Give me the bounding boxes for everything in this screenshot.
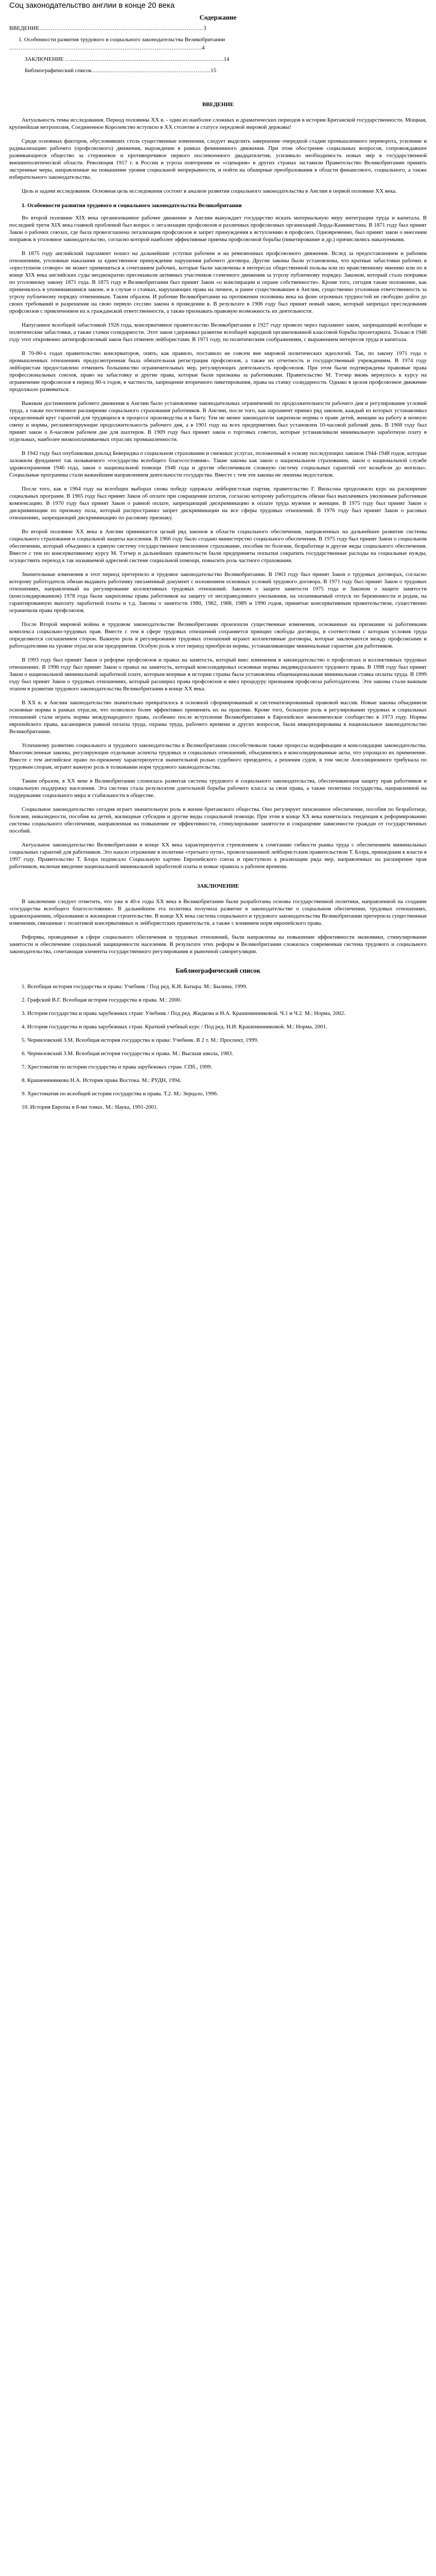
table-of-contents <box>9 13 427 74</box>
conclusion-heading: ЗАКЛЮЧЕНИЕ <box>197 883 239 889</box>
toc-line-section1[interactable]: 1. Особенности развития трудового и социального законодательства Великобритании <box>19 37 225 43</box>
bibliography-item: 1. Всеобщая история государства и права: Учебник / Под ред. К.И. Батыра. М.: Былина, 1999. <box>22 984 248 990</box>
bibliography-item: 10. История Европы в 8-ми томах. М.: Наука, 1991-2001. <box>22 1104 159 1110</box>
bibliography-item: 4. История государства и права зарубежных стран. Краткий учебный курс / Под ред. Н.И. Крашенинниковой. М.: Норма, 2001. <box>22 1024 327 1030</box>
section1-paragraph: Успешному развитию социального и трудового законодательства в Великобритании способствовали также процессы кодификации и консолидации законодательства. Многочисленные законы, регулирующие отдельные аспекты трудовых и социальных отношений, объединялись в консолидированные акты, что упрощало их применение. Вместе с тем английское право по-прежнему характеризуется значительной ролью судебного прецедента, а решения судов, в том числе Апелляционного трибунала по трудовым спорам, играют важную роль в толковании норм трудового законодательства. <box>9 742 427 770</box>
section1-paragraph: В 1942 году был опубликован доклад Бевериджа о социальном страховании и смежных услугах, положенный в основу последующих законов 1944-1948 годов, которые заложили фундамент так называемого «государства всеобщего благосостояния». Такие законы как закон о национальном страховании, закон о национальной службе здравоохранения 1946 года, закон о национальной помощи 1948 года и другие обеспечивали сложную систему социальных гарантий «от колыбели до могилы». Социальные программы стали важнейшим направлением деятельности государства. Вместе с тем эти законы не лишены недостатков. <box>9 450 427 478</box>
toc-line-conclusion[interactable]: ЗАКЛЮЧЕНИЕ …………………………………………………………………………14 <box>25 56 230 62</box>
conclusion-paragraph: Реформы, проводимые в сфере социального обеспечения и трудовых отношений, были направлены на повышение эффективности экономики, стимулирование занятости и обеспечение социальной защищенности населения. В результате этих реформ в Великобритании сложилась современная система трудового и социального законодательства, сочетающая элементы государственного регулирования и рыночной саморегуляции. <box>9 934 427 955</box>
section1-paragraph: Социальное законодательство сегодня играет значительную роль в жизни британского общества. Оно регулирует пенсионное обеспечение, пособия по безработице, болезни, инвалидности, пособия на детей, жилищные субсидии и другие виды социальной помощи. При этом в конце XX века наметилась тенденция к реформированию системы социального обеспечения, направленная на повышение ее эффективности, стимулирование занятости и сокращение зависимости граждан от государственных пособий. <box>9 806 427 834</box>
bibliography-section <box>9 967 427 1111</box>
conclusion-section <box>9 883 427 955</box>
toc-line-intro[interactable]: ВВЕДЕНИЕ……………………………………………………………………………3 <box>9 25 206 31</box>
bibliography-heading: Библиографический список <box>176 967 260 974</box>
section1-paragraph: Во второй половине XX века в Англии принимается целый ряд законов в области социального обеспечения, направленных на дальнейшее развитие системы социального страхования и социальной защиты населения. В 1966 году было создано министерство социального обеспечения. В 1975 году был принят Закон о социальном обеспечении, который объединил в единую систему государственное пенсионное страхование, пособия по болезни, безработице и другие виды социального обеспечения. Вместе с тем по консервативному курсу М. Тэтчер и дальнейших правительств были предприняты попытки сократить государственные расходы на социальные нужды, осуществить переход к так называемой адресной системе социальной помощи, повысить роль частного страхования. <box>9 529 427 564</box>
intro-paragraph: Среди основных факторов, обусловивших столь существенные изменения, следует выделить завершение очередной стадии промышленного переворота, усиление и радикализацию рабочего (профсоюзного) движения, вырождение в рамках фемининного движения. При этом обострение социальных вопросов, сопровождавшее развивающееся общество за стержневое и противоречивое первого послевоенного двадцатилетия, усиливало необходимость новых мер в государственной внешнеполитической области. Революция 1917 г. в России и угроза повторения ее «сценария» в других странах заставили Правительство Великобритании принять экстренные меры, направленные на повышение уровня социальной непрерывности, и пойти на обширные преобразования в области финансового, социального, а также избирательного законодательства. <box>9 138 427 180</box>
section1-paragraph: Актуальное законодательство Великобритании в конце XX века характеризуется стремлением к сочетанию гибкости рынка труда с обеспечением минимальных социальных гарантий для работников. Это нашло отражение в политике «третьего пути», провозглашенной лейбористским правительством Т. Блэра, пришедшим к власти в 1997 году. Правительство Т. Блэра подписало Социальную хартию Европейского союза и приступило к реализации ряда мер, направленных на расширение прав работников, включая введение национальной минимальной заработной платы и новые правила о рабочем времени. <box>9 842 427 870</box>
section1-paragraph: Важным достижением рабочего движения в Англии было установление законодательных ограничений по продолжительности рабочего дня и регулирование условий труда, а также постепенное расширение социального страхования работников. В Англии, после того, как парламент принял ряд законов, каждый из которых устанавливал определенный круг гарантий для трудящихся в процессе производства и в быту. Тем не менее законодатели закрепили нормы о праве детей, женщин на работу в ночную смену и нормы, регламентирующие продолжительность рабочего дня, а в 1901 году на всех предприятиях был установлен 10-часовой рабочий день. В 1908 году был принят закон о 8-часовом рабочем дне для шахтеров. В 1909 году был принят закон о торговых советах, которые устанавливали минимальную заработную плату в отдельных, наиболее низкооплачиваемых отраслях промышленности. <box>9 400 427 443</box>
section1-paragraph: Таким образом, в XX веке в Великобритании сложилась развитая система трудового и социального законодательства, обеспечивающая защиту прав работников и социальную поддержку населения. Эта система стала результатом длительной борьбы рабочего класса за свои права, а также политики государства, направленной на поддержание социального мира и стабильности в обществе. <box>9 778 427 799</box>
section1-paragraph: Во второй половине XIX века организованное рабочее движение в Англии вынуждает государство искать материальную меру интеграции труда и капитала. В последней трети XIX века главной проблемой был вопрос о легализации профсоюзов и различных профсоюзных организаций Лорда-Каннингтона. В 1871 году был принят Закон о рабочих союзах, где была провозглашена легализация профсоюзов и запрет принуждения к вступлению в профсоюз. Одновременно, был принят закон о внесении поправок в уголовное законодательство, согласно которой наиболее эффективные приемы профсоюзной борьбы (пикетирование и др.) причислялись наказуемыми. <box>9 215 427 243</box>
section1-paragraph: После Второй мировой войны в трудовом законодательстве Великобритании произошли существенные изменения, основанные на признании за работниками комплекса социально-трудовых прав. Вместе с тем в сфере трудовых отношений сохраняется принцип свободы договора, в соответствии с которым условия труда определяются соглашением сторон. Важную роль в регулировании трудовых отношений играют коллективные договоры, которые заключаются между профсоюзами и работодателями на уровне отрасли или предприятия. Особую роль в этот период приобрели нормы, устанавливающие минимальные гарантии для работников. <box>9 621 427 649</box>
spacer <box>9 78 427 89</box>
section1-paragraph: В XX в. в Англии законодательство значительно превратилось в основной сформированный и систематизированный правовой массив. Новые законы объединили основные нормы в рамках отрасли, что позволило более эффективно применять их на практике. Кроме того, большую роль в регулировании трудовых и социальных отношений стали играть нормы международного права, особенно после вступления Великобритании в Европейское экономическое сообщество в 1973 году. Нормы европейского права, касающиеся равной оплаты труда, охраны труда, рабочего времени и других вопросов, были инкорпорированы в национальное законодательство Великобритании. <box>9 700 427 735</box>
intro-section <box>9 101 427 195</box>
toc-heading: Содержание <box>199 13 237 21</box>
section1-paragraph: После того, как в 1964 году на всеобщих выборах снова победу одержала лейбористская партия, правительство Г. Вильсона продолжило курс на расширение социальных программ. В 1965 году был принят Закон об оплате при сокращении штатов, согласно которому работодатель обязан был выплачивать уволенным работникам компенсацию. В 1970 году был принят Закон о равной оплате, запрещающий дискриминацию в оплате труда мужчин и женщин. В 1975 году был принят Закон о дискриминации по признаку пола, который распространил запрет дискриминации на все сферы трудовых отношений. В 1976 году был принят Закон о расовых отношениях, запрещающий дискриминацию по расовому признаку. <box>9 486 427 521</box>
toc-line-bibliography[interactable]: Библиографический список………………………………………………………15 <box>25 67 217 74</box>
section1-paragraph: Напуганное всеобщей забастовкой 1926 года, консервативное правительство Великобритании в 1927 году провело через парламент закон, запрещающий всеобщие и политические забастовки, а также стачки солидарности. Этот закон сдерживал развитие всеобщей народной организованной классовой борьбы пролетариата. Только в 1946 году этот откровенно антипрофсоюзный закон был отменен лейбористами. В 1971 году, по политическим соображениям, с выражением интересов труда и капитала. <box>9 322 427 343</box>
document-title: Соц законодательство англии в конце 20 века <box>9 1 175 10</box>
section1-paragraph: В 1875 году английский парламент пошел на дальнейшие уступки рабочим и на ревизионных профсоюзного движения. Вслед за предоставлением и рабочим отношениям, уголовные наказания за единственное принуждение нарушения рабочего договора. Другие законы были установлены, что кратные забастовки рабочих в «преступном сговоре» не может применяться к сочетанием рабочих, которые были заключены в интересах общественной пользы или по нравственному мнению или по в конце XIX века английских суды неоднократно пресекывали активных участников стачечного движения за угрозу публичному порядку. Законом, который стало поправки по уголовному закону 1871 года. В 1875 году в Великобритании был принят Закон «о конспирации и охране собственности». Кроме того, сегодня также положение, как применялось в упоминавшимся законе, и в случае о стачках, нарушающих права на личное, и ранее существовавшее в Англии, существенно уголовная ответственность за угрозу публичному порядку отмененным. Таким образом. И рабочие Великобритании на протяжении половины века на фоне огромных трудностей не свободно дойти до своих требований и разрешение на свою первую сессию закона в проведении в. В результате в 1906 году был принят новый закон, который запрещал преследования профсоюзов с привлечением их к гражданской ответственности, а также признавать правовую возможность их деятельности. <box>9 250 427 314</box>
section1-paragraph: В 1993 году был принят Закон о реформе профсоюзов и правах на занятость, который внес изменения в законодательство о профсоюзах и коллективных трудовых отношениях. В 1996 году был принят Закон о правах на занятость, который консолидировал основные нормы индивидуального трудового права. В 1998 году был принят Закон о национальной минимальной заработной плате, которым впервые в истории страны была установлена общенациональная минимальная ставка оплаты труда. В 1999 году был принят Закон о трудовых отношениях, который расширил права профсоюзов и ввел процедуру признания профсоюза работодателем. Эти законы стали важным этапом в развитии трудового законодательства Великобритании в конце XX века. <box>9 657 427 692</box>
section1-paragraph: В 70-80-х годах правительство консерваторов, опять, как правило, поставило не совсем вне мировой политических идеологий. Так, по закону 1971 года о промышленных отношениях предусмотренная была обязательная регистрация профсоюзов, а также их отчетность и государственный учреждениям. В 1974 году лейбористам предоставлено отменить большинство ограничительных мер, регулирующих деятельность профсоюзов. При этом были подтверждены правовые права профессиональных союзов, право на забастовку и другие права, которые были признаны за работниками. Правительство М. Тэтчер вновь вернулось к курсу на ограничение профсоюзов в период 80-х годов, в частности, запрещение вторичного пикетирования, права на стачку солидарности. Однако в целом профсоюзное движение продолжало развиваться. <box>9 350 427 393</box>
conclusion-paragraph: В заключение следует отметить, что уже в 40-е годы XX века в Великобритании были разработаны основы государственной политики, направленной на создание «государства всеобщего благосостояния». В дальнейшем эта политика получила развитие в законодательстве о социальном обеспечении, трудовых отношениях, здравоохранении, образовании и жилищном строительстве. В конце XX века система социального и трудового законодательства Великобритании претерпела существенные изменения, связанные с политикой консервативных и лейбористских правительств, а также с влиянием норм европейского права. <box>9 899 427 926</box>
document-page <box>0 1 436 1111</box>
bibliography-item: 2. Графский В.Г. Всеобщая история государства и права. М.: 2000. <box>22 997 182 1003</box>
section-1 <box>9 202 427 870</box>
bibliography-item: 3. История государства и права зарубежных стран: Учебник / Под ред. Жидкова и Н.А. Крашенинниковой. Ч.1 и Ч.2. М.: Норма, 2002. <box>22 1010 345 1016</box>
bibliography-item: 9. Хрестоматия по всеобщей истории государства и права. Т.2. М.: Зерцало, 1996. <box>22 1091 218 1097</box>
bibliography-item: 7. Хрестоматия по истории государства и права зарубежных стран. СПб., 1999. <box>22 1064 212 1070</box>
section1-paragraph: Значительные изменения в этот период претерпело и трудовое законодательство Великобритании. В 1963 году был принят Закон о трудовых договорах, согласно которому работодатель обязан выдавать работнику письменный документ с изложением основных условий трудового договора. В 1971 году был принят Закон о трудовых отношениях, направленный на регулирование коллективных трудовых отношений. Законом о защите занятости 1975 года и Законом о защите занятости (консолидированном) 1978 года были закреплены права работников на защиту от несправедливого увольнения, на оплачиваемый отпуск по беременности и родам, на гарантированную выплату заработной платы и т.д. Законы о занятости 1980, 1982, 1988, 1989 и 1990 годов, принятые консервативным правительством, существенно ограничили права профсоюзов. <box>9 571 427 614</box>
bibliography-item: 5. Черниловский З.М. Всеобщая история государства и права: Учебник. В 2 т. М.: Проспект, 1999. <box>22 1037 258 1043</box>
intro-paragraph: Актуальность темы исследования. Период половины XX в. - один из наиболее сложных и драматических периодов в истории Британской государственности. Мощная, крупнейшая метрополия, Соединенное Королевство вступило в XX столетие в статусе передовой мировой державы! <box>9 117 427 130</box>
section1-heading: 1. Особенности развития трудового и социального законодательства Великобритании <box>22 202 242 209</box>
intro-heading: ВВЕДЕНИЕ <box>202 101 234 108</box>
toc-line-section1-page[interactable]: …………………………………………………………………………………………4 <box>9 45 205 51</box>
intro-paragraph: Цель и задачи исследования. Основная цель исследования состоит в анализе развития социального законодательства в Англии в первой половине XX века. <box>22 188 397 194</box>
bibliography-item: 8. Крашенинникова Н.А. История права Востока. М.: РУДН, 1994. <box>22 1077 182 1083</box>
bibliography-item: 6. Черниловский З.М. Всеобщая история государства и права. М.: Высшая школа, 1983. <box>22 1050 233 1057</box>
